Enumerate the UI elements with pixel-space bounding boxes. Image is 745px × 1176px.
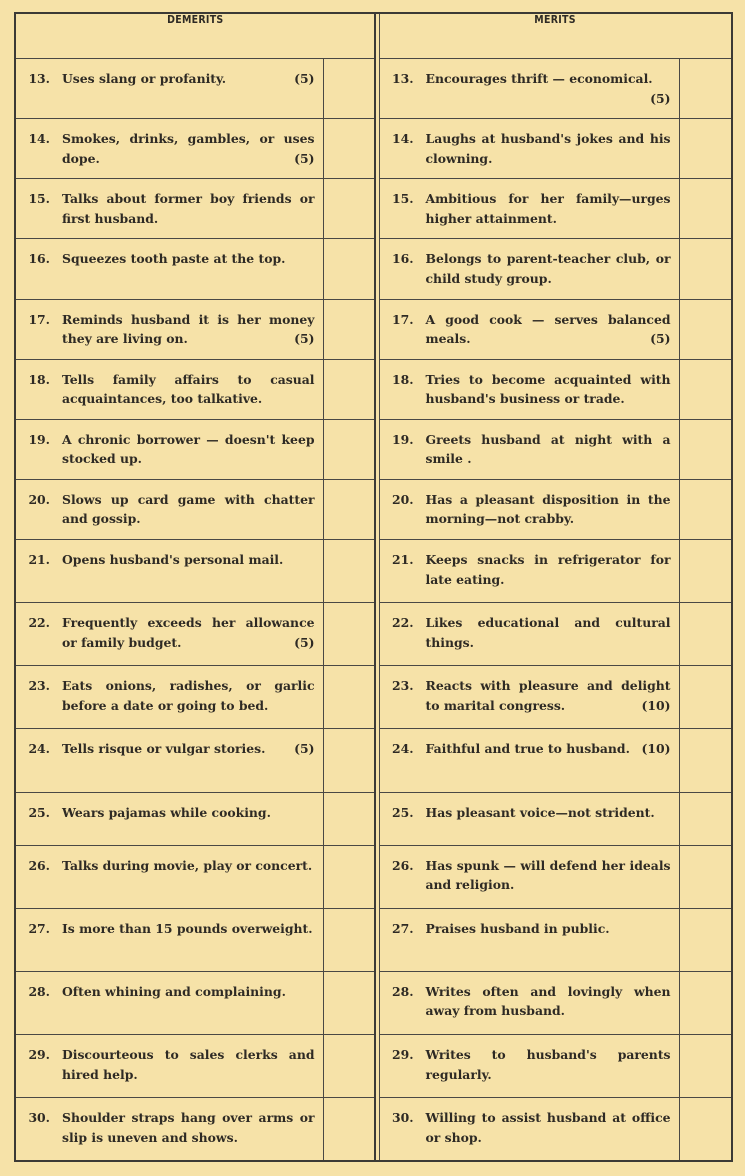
demerit-item	[15, 603, 323, 666]
merit-score-box[interactable]	[679, 971, 732, 1034]
demerit-item-text-block	[62, 490, 315, 529]
demerit-item-number: 25.	[28, 804, 50, 820]
merit-item-text: Has a pleasant disposition in the morning—not crabby.	[425, 491, 671, 527]
merit-item-number: 16.	[391, 251, 414, 267]
demerit-item	[15, 729, 323, 792]
merit-item-points: (10)	[641, 697, 671, 713]
demerit-score-box[interactable]	[323, 179, 375, 239]
table-row	[15, 419, 732, 479]
demerit-item-text-block	[62, 129, 315, 168]
demerit-item-text-block	[62, 803, 315, 823]
demerit-item-number: 13.	[28, 71, 50, 86]
demerit-score-box[interactable]	[323, 792, 375, 845]
demerit-item-text: Squeezes tooth paste at the top.	[62, 251, 286, 267]
table-row	[15, 603, 732, 666]
demerit-item-text: Discourteous to sales clerks and hired help.	[62, 1047, 315, 1082]
table-row	[15, 479, 732, 539]
merit-item	[379, 419, 679, 479]
merit-item-number: 25.	[391, 804, 414, 820]
merit-item-text-block	[426, 370, 671, 409]
merit-item-text: Greets husband at night with a smile .	[425, 431, 671, 467]
merit-item-number: 17.	[391, 311, 414, 327]
merit-item-number: 13.	[391, 71, 414, 86]
demerit-item-number: 15.	[28, 191, 50, 207]
merit-item-text-block	[426, 613, 671, 652]
demerit-item-text-block	[62, 430, 315, 469]
demerit-item-text-block	[62, 1108, 315, 1147]
demerit-score-box[interactable]	[323, 59, 375, 119]
demerit-score-box[interactable]	[323, 603, 375, 666]
merit-item-text: Likes educational and cultural things.	[425, 615, 671, 650]
demerit-item-points: (5)	[294, 71, 315, 86]
demerit-item	[15, 239, 323, 299]
demerit-score-box[interactable]	[323, 419, 375, 479]
demerit-item	[15, 179, 323, 239]
table-row	[15, 729, 732, 792]
merit-item-text: Belongs to parent-teacher club, or child study group.	[425, 251, 671, 286]
merit-score-box[interactable]	[679, 419, 732, 479]
merit-score-box[interactable]	[679, 59, 732, 119]
demerit-score-box[interactable]	[323, 359, 375, 419]
demerit-item-text: Slows up card game with chatter and gossip.	[62, 491, 315, 527]
merit-item-points: (10)	[641, 741, 671, 757]
demerit-item-text: Shoulder straps hang over arms or slip is uneven and shows.	[62, 1110, 315, 1145]
merit-item	[379, 119, 679, 179]
demerit-item-text: Frequently exceeds her allowance or family budget.	[62, 615, 315, 650]
demerit-item-text: A chronic borrower — doesn't keep stocked up.	[62, 431, 315, 467]
demerit-score-box[interactable]	[323, 299, 375, 359]
merit-item-number: 14.	[391, 131, 414, 147]
demerit-score-box[interactable]	[323, 729, 375, 792]
merit-item-text-block	[426, 982, 671, 1021]
demerit-item-text-block	[62, 550, 315, 570]
demerit-item-number: 29.	[28, 1047, 50, 1063]
demerit-item-text-block	[62, 856, 315, 876]
demerit-item-text: Tells risque or vulgar stories.	[62, 741, 266, 757]
merit-score-box[interactable]	[679, 540, 732, 603]
demerit-item	[15, 419, 323, 479]
merit-item-text-block	[426, 430, 671, 469]
merit-item-text-block	[426, 310, 671, 349]
merit-score-box[interactable]	[679, 845, 732, 908]
merit-item-number: 29.	[391, 1047, 414, 1063]
demerit-item-number: 28.	[28, 983, 50, 999]
demerit-item-text-block	[62, 69, 315, 89]
demerit-item-number: 21.	[28, 552, 50, 567]
merit-score-box[interactable]	[679, 119, 732, 179]
demerit-item	[15, 792, 323, 845]
demerit-item-text: Tells family affairs to casual acquaintances, too talkative.	[62, 371, 315, 407]
merit-score-box[interactable]	[679, 479, 732, 539]
demerit-score-box[interactable]	[323, 971, 375, 1034]
demerit-item-text: Smokes, drinks, gambles, or uses dope.	[62, 131, 315, 166]
demerit-item-text: Talks during movie, play or concert.	[62, 857, 313, 873]
demerit-item-text-block	[62, 249, 315, 269]
items-body	[15, 59, 732, 1162]
demerit-item-text-block	[62, 1045, 315, 1084]
merit-item	[379, 971, 679, 1034]
merit-score-box[interactable]	[679, 792, 732, 845]
merit-item-text: Reacts with pleasure and delight to marital congress.	[425, 678, 671, 713]
demerit-item-number: 17.	[28, 311, 50, 327]
merit-score-box[interactable]	[679, 359, 732, 419]
merit-item-number: 26.	[391, 857, 414, 873]
demerit-item-points: (5)	[294, 634, 315, 650]
merit-item-points: (5)	[650, 331, 671, 346]
merit-score-box[interactable]	[679, 179, 732, 239]
demerit-item-text-block	[62, 310, 315, 349]
merit-item-text-block	[426, 1108, 671, 1147]
merit-item-text: Encourages thrift — economical.	[425, 71, 653, 86]
merit-item-text-block	[426, 490, 671, 529]
merit-item-text-block	[426, 550, 671, 589]
demerit-item-number: 24.	[28, 741, 50, 757]
merit-item-number: 19.	[391, 431, 414, 447]
merit-item-text: Willing to assist husband at office or shop.	[425, 1110, 671, 1145]
demerit-item-number: 14.	[28, 131, 50, 147]
merit-item-text-block	[426, 69, 671, 108]
demerit-item-text: Is more than 15 pounds overweight.	[62, 920, 313, 936]
demerit-item-text-block	[62, 189, 315, 228]
merit-demerit-table	[14, 12, 733, 1162]
demerit-item	[15, 971, 323, 1034]
merit-item-text-block	[426, 676, 671, 715]
demerit-item-text-block	[62, 739, 315, 759]
demerit-item	[15, 845, 323, 908]
merit-item-text: Writes to husband's parents regularly.	[425, 1047, 671, 1082]
demerit-item-text-block	[62, 676, 315, 715]
table-row	[15, 359, 732, 419]
table-row	[15, 540, 732, 603]
table-row	[15, 59, 732, 119]
merit-item	[379, 299, 679, 359]
table-row	[15, 792, 732, 845]
demerit-item-number: 26.	[28, 857, 50, 873]
demerit-item-text: Talks about former boy friends or first husband.	[62, 191, 315, 226]
demerit-score-box[interactable]	[323, 119, 375, 179]
demerit-item	[15, 666, 323, 729]
merits-header: MERITS	[379, 13, 732, 59]
table-row	[15, 845, 732, 908]
table-row	[15, 1035, 732, 1098]
merit-item-text: Keeps snacks in refrigerator for late eating.	[425, 552, 671, 587]
demerit-item	[15, 1098, 323, 1161]
demerit-item	[15, 479, 323, 539]
demerit-item-text: Often whining and complaining.	[62, 983, 286, 999]
merit-item-text: Ambitious for her family—urges higher attainment.	[425, 191, 671, 226]
demerit-item-number: 30.	[28, 1110, 50, 1126]
merit-item	[379, 540, 679, 603]
header-row	[15, 13, 732, 59]
demerit-item-number: 19.	[28, 431, 50, 447]
merit-item-text-block	[426, 1045, 671, 1084]
merit-item-number: 27.	[391, 920, 414, 936]
merit-item-number: 20.	[391, 491, 414, 507]
demerit-item	[15, 359, 323, 419]
demerit-score-box[interactable]	[323, 666, 375, 729]
merit-score-box[interactable]	[679, 908, 732, 971]
merit-item	[379, 239, 679, 299]
demerit-score-box[interactable]	[323, 479, 375, 539]
merit-item-text: A good cook — serves balanced meals.	[425, 311, 671, 346]
demerit-item-text: Eats onions, radishes, or garlic before a date or going to bed.	[62, 678, 315, 713]
merit-item	[379, 666, 679, 729]
demerit-score-box[interactable]	[323, 1035, 375, 1098]
merit-item-text-block	[426, 856, 671, 895]
merit-score-box[interactable]	[679, 729, 732, 792]
demerit-score-box[interactable]	[323, 239, 375, 299]
merit-item	[379, 59, 679, 119]
merit-item-number: 24.	[391, 741, 414, 757]
merit-score-box[interactable]	[679, 239, 732, 299]
demerit-item-points: (5)	[294, 741, 315, 757]
merit-item-number: 30.	[391, 1110, 414, 1126]
merit-item-text: Faithful and true to husband.	[425, 741, 630, 757]
demerit-item-number: 23.	[28, 678, 50, 694]
demerit-item-text: Uses slang or profanity.	[62, 71, 227, 86]
merit-item-number: 21.	[391, 552, 414, 567]
merit-item-number: 22.	[391, 615, 414, 631]
demerit-item-number: 18.	[28, 371, 50, 387]
demerit-item-text-block	[62, 370, 315, 409]
merit-item	[379, 179, 679, 239]
merit-item-text: Praises husband in public.	[425, 920, 610, 936]
demerit-item-text-block	[62, 919, 315, 939]
demerit-item-number: 16.	[28, 251, 50, 267]
merit-item-text-block	[426, 129, 671, 168]
merit-item	[379, 359, 679, 419]
table-row	[15, 666, 732, 729]
merit-score-box[interactable]	[679, 299, 732, 359]
merit-item-text-block	[426, 739, 671, 759]
demerit-item-text-block	[62, 613, 315, 652]
demerit-item-number: 20.	[28, 491, 50, 507]
demerit-item	[15, 299, 323, 359]
demerit-item	[15, 1035, 323, 1098]
demerit-score-box[interactable]	[323, 908, 375, 971]
demerit-item	[15, 59, 323, 119]
table-row	[15, 119, 732, 179]
demerit-item-points: (5)	[294, 331, 315, 346]
demerit-item-text-block	[62, 982, 315, 1002]
merit-item-points: (5)	[650, 90, 671, 106]
merit-item-text: Has spunk — will defend her ideals and religion.	[425, 857, 671, 893]
table-row	[15, 908, 732, 971]
merit-item-text-block	[426, 803, 671, 823]
demerit-score-box[interactable]	[323, 540, 375, 603]
merit-item-text: Tries to become acquainted with husband's business or trade.	[425, 371, 671, 407]
merit-item	[379, 908, 679, 971]
table-row	[15, 971, 732, 1034]
merit-item	[379, 845, 679, 908]
merit-item-text-block	[426, 249, 671, 288]
table-row	[15, 179, 732, 239]
demerit-score-box[interactable]	[323, 1098, 375, 1161]
demerit-item	[15, 119, 323, 179]
merit-item-text-block	[426, 189, 671, 228]
demerit-score-box[interactable]	[323, 845, 375, 908]
merit-score-box[interactable]	[679, 603, 732, 666]
merit-item-text-block	[426, 919, 671, 939]
merit-score-box[interactable]	[679, 666, 732, 729]
table-row	[15, 239, 732, 299]
merit-item-text: Laughs at husband's jokes and his clowning.	[425, 131, 671, 166]
merit-score-box[interactable]	[679, 1098, 732, 1161]
demerit-item-text: Opens husband's personal mail.	[62, 552, 284, 567]
demerit-item-text: Wears pajamas while cooking.	[62, 804, 271, 820]
demerit-item-number: 27.	[28, 920, 50, 936]
merit-item-number: 15.	[391, 191, 414, 207]
demerit-item	[15, 540, 323, 603]
merit-item	[379, 729, 679, 792]
merit-item	[379, 1035, 679, 1098]
merit-item-text: Writes often and lovingly when away from husband.	[425, 983, 671, 1019]
demerits-header: DEMERITS	[15, 13, 375, 59]
merit-item	[379, 479, 679, 539]
table-row	[15, 299, 732, 359]
demerit-item-points: (5)	[294, 150, 315, 166]
merit-item-text: Has pleasant voice—not strident.	[425, 804, 655, 820]
merit-item-number: 23.	[391, 678, 414, 694]
demerit-item	[15, 908, 323, 971]
merit-item	[379, 792, 679, 845]
demerit-item-number: 22.	[28, 615, 50, 631]
table-row	[15, 1098, 732, 1161]
merit-item-number: 28.	[391, 983, 414, 999]
merit-item-number: 18.	[391, 371, 414, 387]
demerit-item-text: Reminds husband it is her money they are living on.	[62, 311, 315, 346]
merit-score-box[interactable]	[679, 1035, 732, 1098]
merit-item	[379, 603, 679, 666]
merit-item	[379, 1098, 679, 1161]
